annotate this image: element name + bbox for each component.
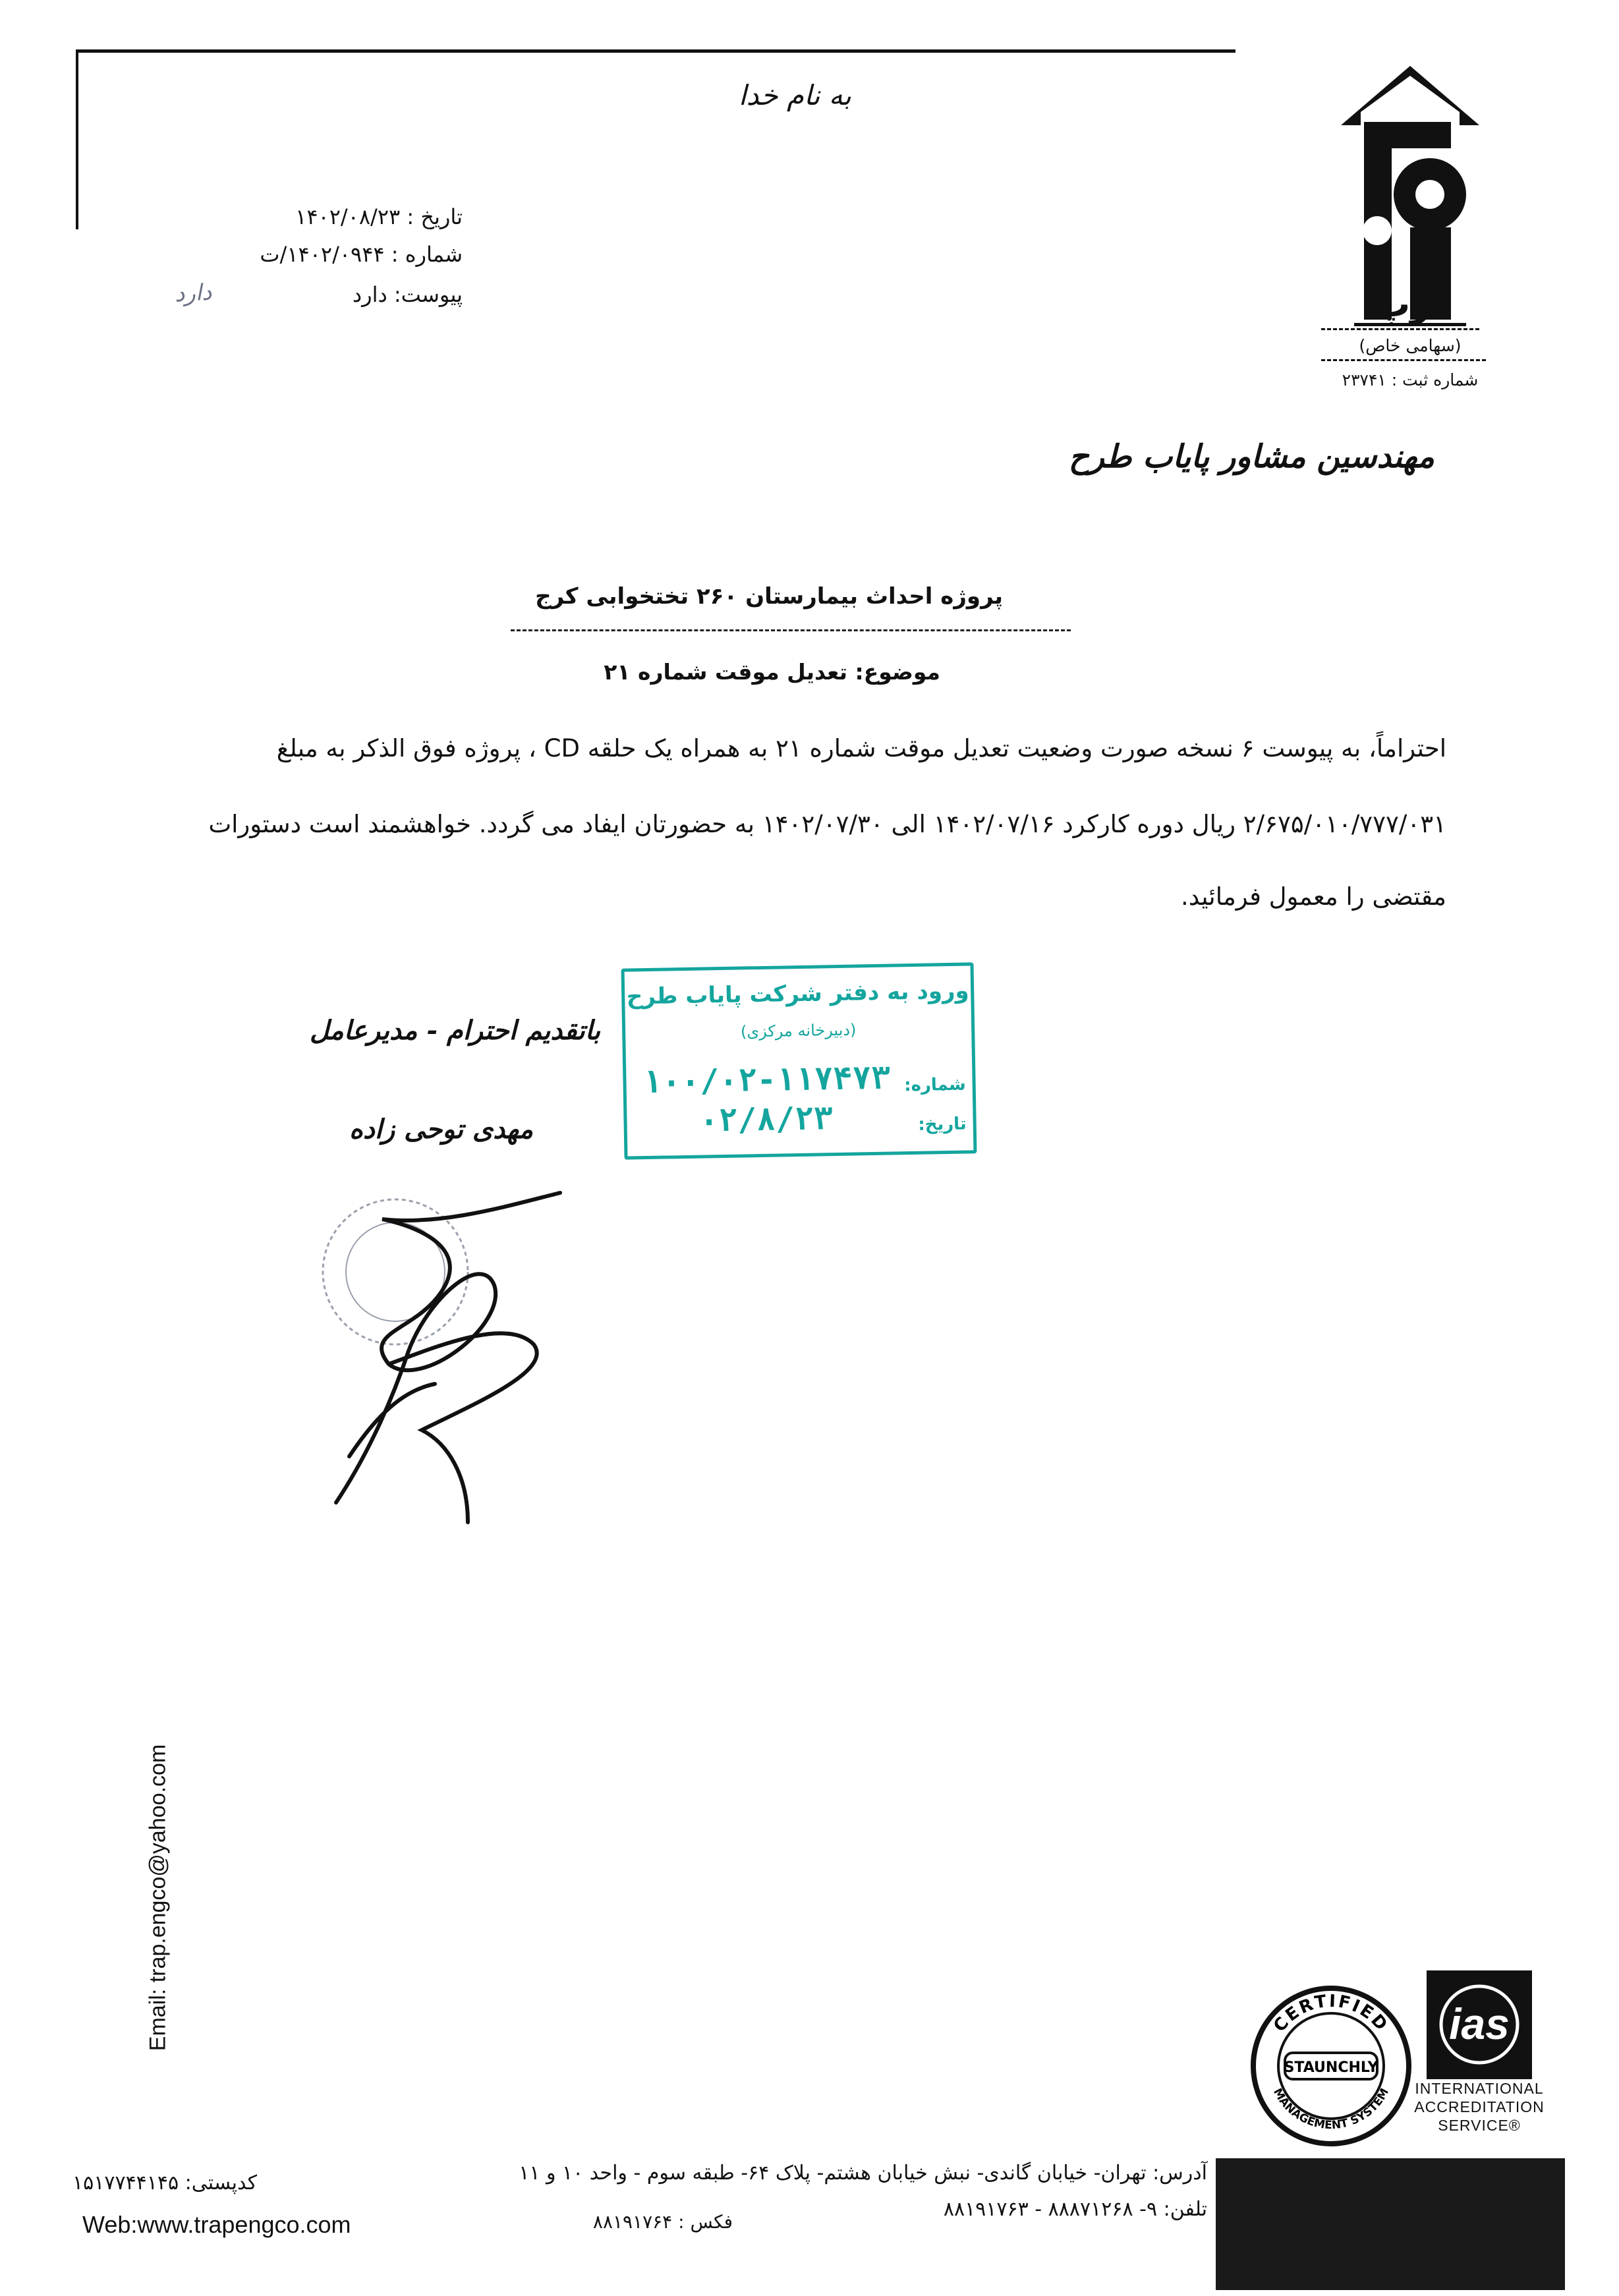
basmala: به نام خدا [738, 79, 851, 111]
ias-logo-text: ias [1449, 1999, 1510, 2048]
footer-address: آدرس: تهران- خیابان گاندی- نبش خیابان هشتم- پلاک ۶۴- طبقه سوم - واحد ۱۰ و ۱۱ [519, 2162, 1207, 2185]
header-left-rule [76, 51, 78, 229]
stamp-number-label: شماره: [903, 1074, 966, 1096]
stamp-number-value: ۱۰۰/۰۲-۱۱۷۴۷۳ [642, 1059, 891, 1101]
letter-number: شماره : ۱۴۰۲/۰۹۴۴/ت [260, 242, 463, 267]
incoming-stamp [621, 962, 977, 1159]
ias-line: SERVICE® [1438, 2117, 1521, 2134]
closing-line: باتقدیم احترام - مدیرعامل [310, 1015, 601, 1046]
footer-fax: فکس : ۸۸۱۹۱۷۶۴ [592, 2211, 733, 2233]
project-title: پروژه احداث بیمارستان ۲۶۰ تختخوابی کرج [535, 583, 1003, 610]
svg-text:MANAGEMENT SYSTEM [1270, 2086, 1392, 2132]
certified-management-seal [1249, 1984, 1413, 2148]
footer-dark-bar [1216, 2158, 1565, 2290]
letter-attachment: پیوست: دارد [352, 282, 463, 307]
letter-subject: موضوع: تعدیل موقت شماره ۲۱ [604, 659, 940, 685]
cert-seal-top: CERTIFIED [1270, 1991, 1392, 2036]
body-line: ۲/۶۷۵/۰۱۰/۷۷۷/۰۳۱ ریال دوره کارکرد ۱۴۰۲/۰۷/۱۶ الی ۱۴۰۲/۰۷/۳۰ به حضورتان ایفاد می گردد. خواهشمند است دستورات [208, 810, 1446, 838]
cert-seal-middle: STAUNCHLY [1284, 2059, 1378, 2076]
logo-divider [1321, 359, 1486, 361]
ias-logo-box [1427, 1970, 1532, 2079]
footer-phone: تلفن: ۹- ۸۸۸۷۱۲۶۸ - ۸۸۱۹۱۷۶۳ [943, 2198, 1207, 2221]
cert-seal-bottom: MANAGEMENT SYSTEM [1270, 2086, 1392, 2133]
title-divider [511, 629, 1071, 631]
attachment-handwritten-note: دارد [173, 279, 213, 308]
letter-date: تاریخ : ۱۴۰۲/۰۸/۲۳ [295, 204, 463, 229]
body-line: مقتضی را معمول فرمائید. [1181, 882, 1446, 911]
company-registration: شماره ثبت : ۲۳۷۴۱ [1342, 370, 1479, 389]
ias-line: INTERNATIONAL [1415, 2080, 1544, 2097]
company-seal-and-signature [310, 1166, 586, 1542]
ias-logo-icon [1427, 1970, 1532, 2079]
ias-line: ACCREDITATION [1414, 2098, 1545, 2115]
logo-divider [1321, 328, 1479, 330]
signatory-name: مهدی توحی زاده [349, 1114, 534, 1145]
stamp-title: ورود به دفتر شرکت پایاب طرح [626, 977, 969, 1010]
header-top-rule [76, 49, 1236, 53]
ias-caption [1410, 2079, 1548, 2135]
stamp-subtitle: (دبیرخانه مرکزی) [740, 1020, 857, 1041]
footer-postal-code: کدپستی: ۱۵۱۷۷۴۴۱۴۵ [72, 2171, 257, 2195]
body-line: احتراماً، به پیوست ۶ نسخه صورت وضعیت تعدیل موقت شماره ۲۱ به همراه یک حلقه CD ، پروژه فوق الذکر به مبلغ [276, 734, 1446, 762]
contact-email: Email: trap.engco@yahoo.com [145, 1744, 171, 2052]
stamp-date-label: تاریخ: [918, 1114, 967, 1135]
company-logo-name: ترَپ [1374, 283, 1446, 325]
footer-website: Web:www.trapengco.com [82, 2211, 351, 2238]
company-type: (سهامی خاص) [1359, 336, 1462, 355]
stamp-date-value: ۰۲/۸/۲۳ [699, 1100, 834, 1139]
company-tagline: مهندسین مشاور پایاب طرح [1068, 438, 1434, 475]
